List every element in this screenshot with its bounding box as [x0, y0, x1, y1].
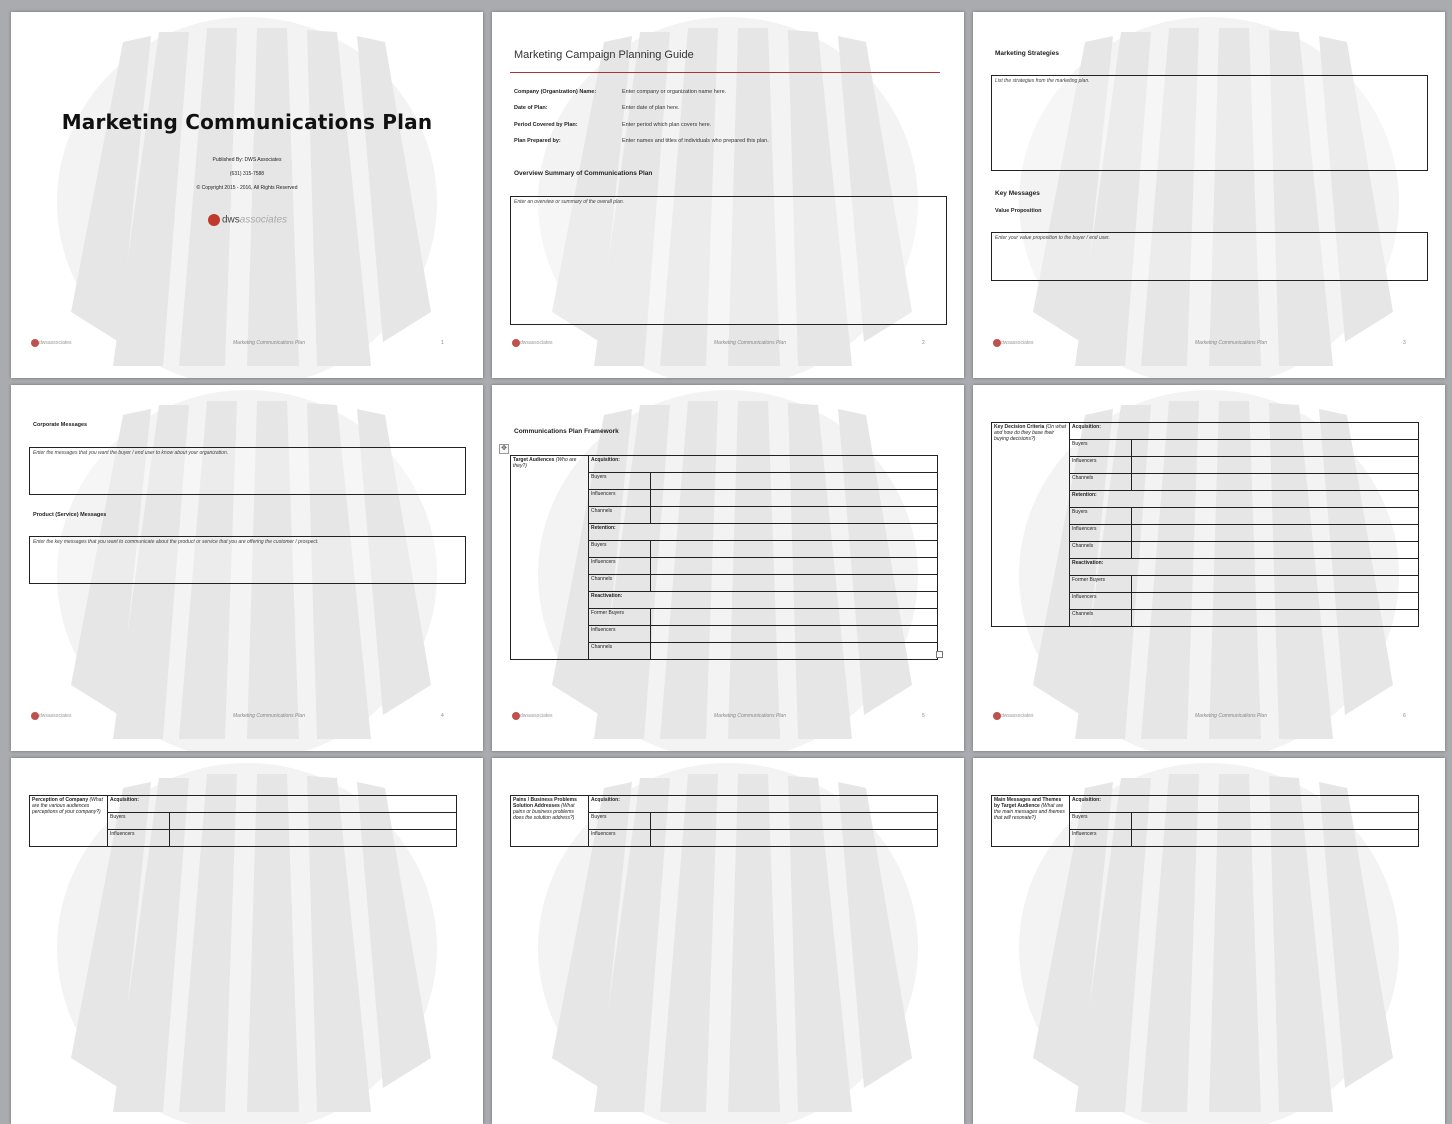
- field-label: Period Covered by Plan:: [514, 122, 578, 128]
- row-heading-cell: [511, 456, 589, 660]
- row-heading-note: (Who are they?): [513, 457, 577, 469]
- brand-dws: dws: [222, 214, 240, 226]
- entry-cell[interactable]: [651, 643, 938, 660]
- framework-heading: Communications Plan Framework: [514, 428, 619, 435]
- page-number: 4: [441, 713, 444, 719]
- entry-cell[interactable]: [1132, 813, 1419, 830]
- brand-logo: [208, 214, 287, 226]
- footer-logo: dwsassociates: [512, 707, 553, 725]
- pains-table: [510, 795, 938, 847]
- document-page-7: [11, 758, 483, 1124]
- phone-number: (631) 315-7588: [229, 171, 265, 177]
- corporate-box[interactable]: [29, 447, 466, 495]
- overview-placeholder: Enter an overview or summary of the overall plan.: [514, 199, 625, 205]
- entry-cell[interactable]: [651, 813, 938, 830]
- sub-label-cell: Buyers: [589, 541, 651, 558]
- decision-criteria-table: [991, 422, 1419, 627]
- group-header-cell: Acquisition:: [1070, 423, 1419, 440]
- field-value[interactable]: Enter names and titles of individuals who prepared this plan.: [622, 138, 769, 144]
- footer-logo: dwsassociates: [993, 334, 1034, 352]
- entry-cell[interactable]: [1132, 508, 1419, 525]
- footer-logo-icon: [31, 712, 39, 720]
- entry-cell[interactable]: [170, 830, 457, 847]
- document-page-5: [492, 385, 964, 751]
- value-prop-box[interactable]: [991, 232, 1428, 281]
- page-number: 2: [922, 340, 925, 346]
- document-page-4: [11, 385, 483, 751]
- group-header-cell: Reactivation:: [1070, 559, 1419, 576]
- sub-label-cell: Influencers: [589, 626, 651, 643]
- table-row: [511, 456, 938, 473]
- watermark-icon: [973, 12, 1445, 378]
- document-page-2: [492, 12, 964, 378]
- table-row: [992, 796, 1419, 813]
- row-heading: Pains / Business Problems Solution Addresses: [513, 797, 577, 809]
- sub-label-cell: Channels: [1070, 542, 1132, 559]
- entry-cell[interactable]: [1132, 542, 1419, 559]
- overview-box[interactable]: [510, 196, 947, 325]
- footer-title: Marketing Communications Plan: [714, 340, 786, 346]
- footer-logo-icon: [31, 339, 39, 347]
- main-messages-table: [991, 795, 1419, 847]
- brand-mark-icon: [208, 214, 220, 226]
- entry-cell[interactable]: [651, 626, 938, 643]
- guide-title: Marketing Campaign Planning Guide: [514, 49, 694, 61]
- entry-cell[interactable]: [1132, 576, 1419, 593]
- footer-title: Marketing Communications Plan: [233, 713, 305, 719]
- corporate-heading: Corporate Messages: [33, 422, 88, 428]
- framework-table: [510, 455, 938, 660]
- sub-label-cell: Buyers: [1070, 440, 1132, 457]
- entry-cell[interactable]: [1132, 440, 1419, 457]
- strategies-heading: Marketing Strategies: [995, 50, 1059, 57]
- row-heading-note: (What are the main messages and themes that will resonate?): [994, 803, 1065, 821]
- sub-label-cell: Buyers: [108, 813, 170, 830]
- page-number: 5: [922, 713, 925, 719]
- value-prop-heading: Value Proposition: [995, 208, 1042, 214]
- sub-label-cell: Influencers: [589, 558, 651, 575]
- field-label: Plan Prepared by:: [514, 138, 561, 144]
- sub-label-cell: Former Buyers: [1070, 576, 1132, 593]
- field-value[interactable]: Enter company or organization name here.: [622, 89, 727, 95]
- row-heading-note: (What pains or business problems does the solution address?): [513, 803, 575, 821]
- document-page-9: [973, 758, 1445, 1124]
- footer-title: Marketing Communications Plan: [714, 713, 786, 719]
- entry-cell[interactable]: [651, 490, 938, 507]
- footer-logo: dwsassociates: [512, 334, 553, 352]
- group-header-cell: Acquisition:: [589, 456, 938, 473]
- entry-cell[interactable]: [1132, 830, 1419, 847]
- entry-cell[interactable]: [651, 558, 938, 575]
- sub-label-cell: Influencers: [589, 490, 651, 507]
- entry-cell[interactable]: [651, 575, 938, 592]
- copyright: © Copyright 2015 - 2016, All Rights Reserved: [196, 185, 298, 191]
- footer-logo-icon: [512, 339, 520, 347]
- sub-label-cell: Influencers: [1070, 525, 1132, 542]
- row-heading: Key Decision Criteria: [994, 424, 1045, 430]
- entry-cell[interactable]: [1132, 525, 1419, 542]
- table-row: [511, 796, 938, 813]
- footer-title: Marketing Communications Plan: [1195, 340, 1267, 346]
- footer-logo-icon: [993, 339, 1001, 347]
- document-page-8: [492, 758, 964, 1124]
- group-header-cell: Retention:: [1070, 491, 1419, 508]
- table-move-handle-icon[interactable]: ✥: [499, 444, 509, 454]
- page-number: 3: [1403, 340, 1406, 346]
- corporate-placeholder: Enter the messages that you want the buyer / end user to know about your organization.: [33, 450, 229, 456]
- title-rule: [510, 72, 940, 73]
- sub-label-cell: Buyers: [1070, 508, 1132, 525]
- perception-table: [29, 795, 457, 847]
- entry-cell[interactable]: [651, 473, 938, 490]
- row-heading: Perception of Company: [32, 797, 89, 803]
- footer-title: Marketing Communications Plan: [233, 340, 305, 346]
- page-number: 6: [1403, 713, 1406, 719]
- row-heading-note: (On what and how do they base their buying decisions?): [994, 424, 1066, 442]
- group-header-cell: Reactivation:: [589, 592, 938, 609]
- entry-cell[interactable]: [651, 507, 938, 524]
- row-heading-note: (What are the various audiences perceptions of your company?): [32, 797, 103, 815]
- group-header-cell: Acquisition:: [1070, 796, 1419, 813]
- sub-label-cell: Buyers: [589, 813, 651, 830]
- sub-label-cell: Influencers: [589, 830, 651, 847]
- group-header-cell: Acquisition:: [589, 796, 938, 813]
- entry-cell[interactable]: [170, 813, 457, 830]
- sub-label-cell: Channels: [589, 575, 651, 592]
- footer-logo: dwsassociates: [31, 334, 72, 352]
- field-value[interactable]: Enter period which plan covers here.: [622, 122, 712, 128]
- entry-cell[interactable]: [1132, 457, 1419, 474]
- entry-cell[interactable]: [651, 830, 938, 847]
- sub-label-cell: Channels: [1070, 474, 1132, 491]
- brand-associates: associates: [239, 214, 288, 226]
- sub-label-cell: Buyers: [589, 473, 651, 490]
- table-resize-handle[interactable]: [936, 651, 943, 658]
- sub-label-cell: Buyers: [1070, 813, 1132, 830]
- sub-label-cell: Channels: [589, 643, 651, 660]
- row-heading-cell: [992, 423, 1070, 627]
- product-placeholder: Enter the key messages that you want to communicate about the product or service that you are offering the customer / prospect.: [33, 539, 319, 545]
- table-row: [992, 423, 1419, 440]
- footer-logo: dwsassociates: [993, 707, 1034, 725]
- group-header-cell: Retention:: [589, 524, 938, 541]
- document-page-3: [973, 12, 1445, 378]
- entry-cell[interactable]: [651, 541, 938, 558]
- document-page-1: [11, 12, 483, 378]
- sub-label-cell: Former Buyers: [589, 609, 651, 626]
- footer-title: Marketing Communications Plan: [1195, 713, 1267, 719]
- field-value[interactable]: Enter date of plan here.: [622, 105, 680, 111]
- key-messages-heading: Key Messages: [995, 190, 1040, 197]
- field-label: Company (Organization) Name:: [514, 89, 597, 95]
- group-header-cell: Acquisition:: [108, 796, 457, 813]
- product-box[interactable]: [29, 536, 466, 584]
- published-by: Published By: DWS Associates: [212, 157, 282, 163]
- footer-logo-icon: [993, 712, 1001, 720]
- field-label: Date of Plan:: [514, 105, 548, 111]
- document-page-6: [973, 385, 1445, 751]
- overview-heading: Overview Summary of Communications Plan: [514, 170, 653, 177]
- row-heading: Target Audiences: [513, 457, 555, 463]
- sub-label-cell: Channels: [589, 507, 651, 524]
- watermark-icon: [11, 12, 483, 378]
- table-row: [30, 796, 457, 813]
- cover-title: Marketing Communications Plan: [61, 110, 433, 134]
- entry-cell[interactable]: [1132, 593, 1419, 610]
- sub-label-cell: Influencers: [1070, 457, 1132, 474]
- strategies-placeholder: List the strategies from the marketing plan.: [995, 78, 1090, 84]
- row-heading: Main Messages and Themes by Target Audience: [994, 797, 1062, 809]
- entry-cell[interactable]: [1132, 474, 1419, 491]
- footer-logo-icon: [512, 712, 520, 720]
- entry-cell[interactable]: [1132, 610, 1419, 627]
- sub-label-cell: Influencers: [1070, 593, 1132, 610]
- footer-logo: dwsassociates: [31, 707, 72, 725]
- product-heading: Product (Service) Messages: [33, 512, 107, 518]
- strategies-box[interactable]: [991, 75, 1428, 171]
- sub-label-cell: Influencers: [1070, 830, 1132, 847]
- sub-label-cell: Channels: [1070, 610, 1132, 627]
- sub-label-cell: Influencers: [108, 830, 170, 847]
- value-prop-placeholder: Enter your value proposition to the buyer / end user.: [995, 235, 1110, 241]
- page-number: 1: [441, 340, 444, 346]
- entry-cell[interactable]: [651, 609, 938, 626]
